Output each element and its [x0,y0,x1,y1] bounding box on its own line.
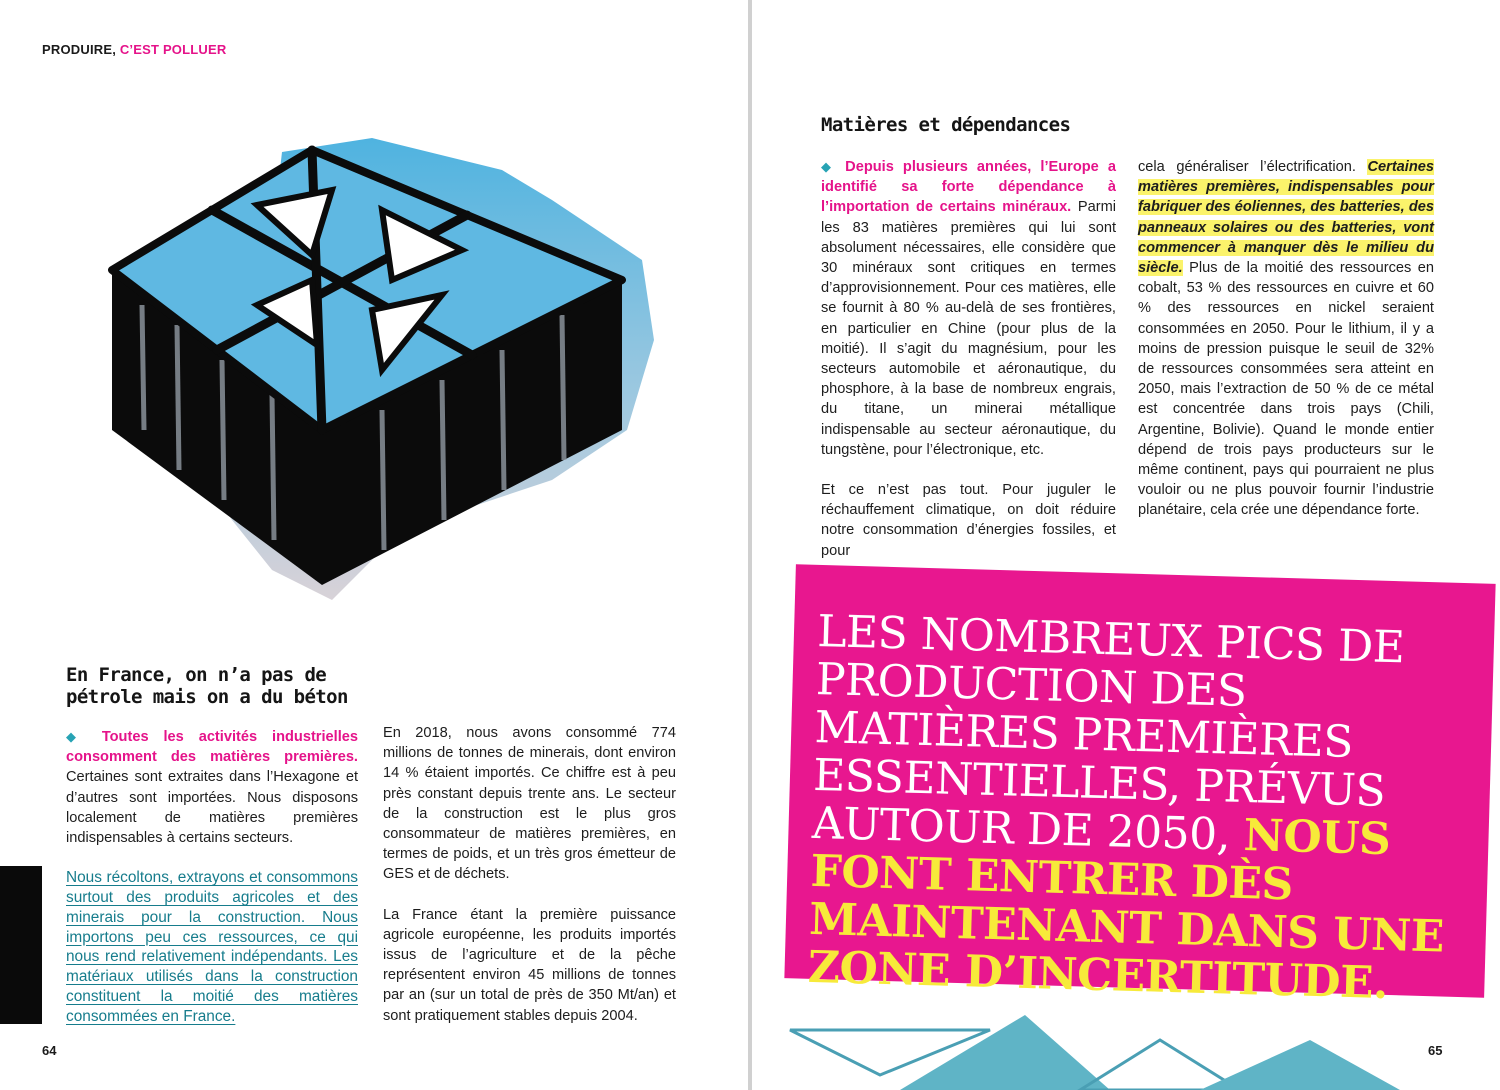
intro-paragraph [821,157,1116,460]
left-page [0,0,748,1090]
chapter-tab [0,866,42,1024]
body-paragraph-2: La France étant la première puissance agricole européenne, les produits importés issus de l’agriculture et de la pêche représentent environ 45 millions de tonnes par an (sur un total de près de 350 Mt/an) et sont pratiquement stables depuis 2004. [383,906,676,1024]
concrete-block-illustration [82,130,682,610]
body-paragraph-1: En 2018, nous avons consommé 774 millions de tonnes de minerais, dont environ 14 % étaient importés. Ce chiffre est à peu près constant depuis trente ans. Le secteur de la construction est le plus gros consommateur de matières premières, en termes de poids, et un très gros émetteur de GES et de déchets. [383,725,676,883]
diamond-icon: ◆ [821,159,837,174]
right-column-1 [821,157,1116,581]
left-column-2 [383,723,676,1046]
section-title: Matières et dépendances [821,114,1071,136]
lead-text: Depuis plusieurs années, l’Europe a identifié sa forte dépendance à l’importation de certains minéraux. [821,159,1116,216]
body-text: Plus de la moitié des ressources en cobalt, 53 % des ressources en cuivre et 60 % des ressources en nickel seraient consommées en 2050. Pour le lithium, il y a moins de pression puisque le seuil de 32% de ressources consommées sera atteint en 2050, mais l’extraction de 50 % de ce métal est concentrée dans trois pays (Chili, Argentine, Bolivie). Quand le monde entier dépend de trois pays producteurs sur le même continent, pays qui pourraient ne plus vouloir ou ne plus pouvoir fournir l’industrie planétaire, cela crée une dépendance forte. [1138,260,1434,519]
continued-paragraph [1138,157,1434,521]
lead-text: Toutes les activités industrielles consomment des matières premières. [66,729,358,766]
body-text: Certaines sont extraites dans l’Hexagone et d’autres sont importées. Nous disposons localement de matières premières indispensables à certains secteurs. [66,769,358,847]
running-head-part1: PRODUIRE, [42,42,117,57]
triangle-decoration [780,1000,1400,1090]
running-head-part2: C’EST POLLUER [119,42,227,57]
pull-quote-white: LES NOMBREUX PICS DE PRODUCTION DES MATIÈRES PREMIÈRES ESSENTIELLES, PRÉVUS AUTOUR DE 2050, [811,606,1406,861]
body-paragraph-2: Et ce n’est pas tout. Pour juguler le réchauffement climatique, on doit réduire notre consommation d’énergies fossiles, et pour [821,482,1116,559]
intro-text: cela généraliser l’électrification. [1138,159,1368,175]
left-column-1 [66,727,358,1047]
body-text: Parmi les 83 matières premières qui lui sont absolument nécessaires, elle considère que 30 minéraux sont critiques en termes d’approvisionnement. Pour ces matières, elle se fournit à 80 % au-delà de ses frontières, en particulier en Chine (pour plus de la moitié). Il s’agit du magnésium, pour les secteurs automobile et aéronautique, du phosphore, à la base de nombreux engrais, du titane, un minerai métallique indispensable au secteur aéronautique, du tungstène, pour l’électronique, etc. [821,199,1116,458]
running-head [42,42,226,57]
page-number: 64 [42,1043,57,1058]
right-column-2 [1138,157,1434,541]
diamond-icon: ◆ [66,729,87,744]
section-title [66,664,386,708]
pull-quote-yellow: NOUS FONT ENTRER DÈS MAINTENANT DANS UNE ZONE D’INCERTITUDE. [807,809,1445,1010]
key-paragraph: Nous récoltons, extrayons et consommons surtout des produits agricoles et des minerais pour la construction. Nous importons peu ces ressources, ce qui nous rend relativement indépendants. Les matériaux utilisés dans la construction constituent la moitié des matières consommées en France. [66,869,358,1025]
page-number: 65 [1428,1043,1443,1058]
intro-paragraph [66,727,358,848]
highlighted-text: Certaines matières premières, indispensables pour fabriquer des éoliennes, des batteries, des panneaux solaires ou des batteries, vont commencer à manquer dès le milieu du siècle. [1138,159,1434,277]
section-title-line1: En France, on n’a pas de [66,664,327,686]
section-title-line2: pétrole mais on a du béton [66,686,348,708]
pull-quote [807,608,1477,1010]
